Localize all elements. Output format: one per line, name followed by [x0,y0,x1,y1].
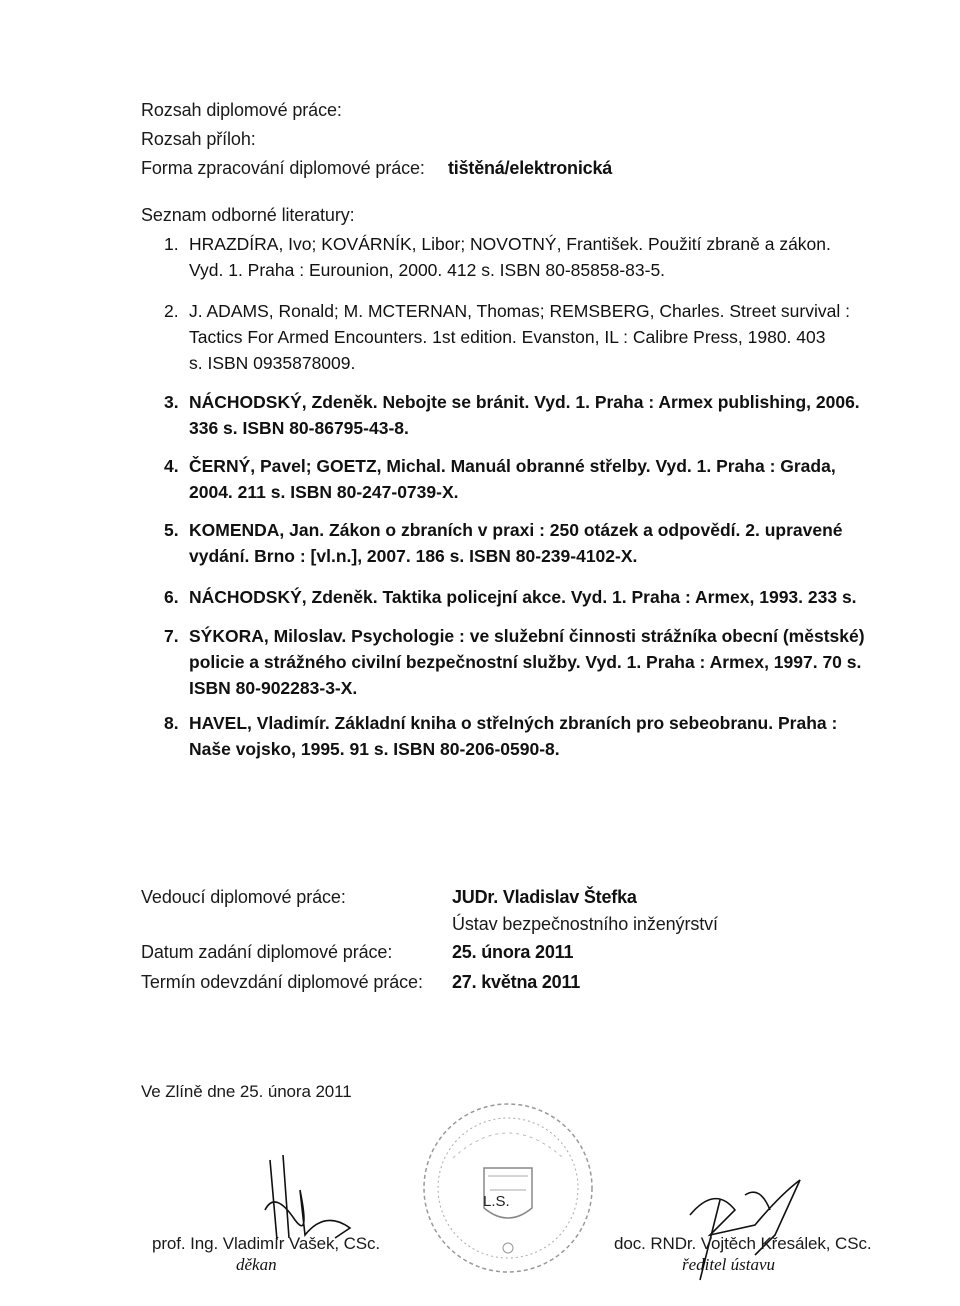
reference-line: ČERNÝ, Pavel; GOETZ, Michal. Manuál obranné střelby. Vyd. 1. Praha : Grada, [189,456,836,476]
reference-number: 3. [164,392,179,412]
reference-line: 2004. 211 s. ISBN 80-247-0739-X. [189,482,459,502]
reference-line: policie a strážného civilní bezpečnostní služby. Vyd. 1. Praha : Armex, 1997. 70 s. [189,652,862,672]
reference-line: NÁCHODSKÝ, Zdeněk. Nebojte se bránit. Vyd. 1. Praha : Armex publishing, 2006. [189,392,860,412]
supervisor-label: Vedoucí diplomové práce: [141,887,346,907]
form-value: tištěná/elektronická [448,158,613,178]
dean-title: děkan [236,1255,277,1274]
assignment-date-label: Datum zadání diplomové práce: [141,942,393,962]
deadline-label: Termín odevzdání diplomové práce: [141,972,423,992]
reference-number: 8. [164,713,179,733]
scope-label: Rozsah diplomové práce: [141,100,342,120]
reference-line: Tactics For Armed Encounters. 1st edition. Evanston, IL : Calibre Press, 1980. 403 [189,327,826,347]
literature-label: Seznam odborné literatury: [141,205,355,225]
reference-line: 336 s. ISBN 80-86795-43-8. [189,418,409,438]
dean-signature-icon [255,1150,365,1245]
director-title: ředitel ústavu [682,1255,776,1274]
director-name: doc. RNDr. Vojtěch Křesálek, CSc. [614,1234,872,1253]
reference-line: J. ADAMS, Ronald; M. MCTERNAN, Thomas; REMSBERG, Charles. Street survival : [189,301,850,321]
reference-line: s. ISBN 0935878009. [189,353,356,373]
stamp-ls-text: L.S. [483,1193,510,1210]
reference-line: Naše vojsko, 1995. 91 s. ISBN 80-206-0590-8. [189,739,560,759]
form-label: Forma zpracování diplomové práce: [141,158,425,178]
supervisor-institute: Ústav bezpečnostního inženýrství [452,914,718,934]
reference-line: NÁCHODSKÝ, Zdeněk. Taktika policejní akce. Vyd. 1. Praha : Armex, 1993. 233 s. [189,587,857,607]
assignment-date-value: 25. února 2011 [452,942,574,962]
supervisor-name: JUDr. Vladislav Štefka [452,887,637,907]
reference-number: 2. [164,301,179,321]
reference-number: 7. [164,626,179,646]
reference-number: 6. [164,587,179,607]
reference-line: KOMENDA, Jan. Zákon o zbraních v praxi : 250 otázek a odpovědí. 2. upravené [189,520,843,540]
reference-line: vydání. Brno : [vl.n.], 2007. 186 s. ISBN 80-239-4102-X. [189,546,638,566]
reference-number: 5. [164,520,179,540]
official-stamp-icon [418,1098,598,1278]
attachments-label: Rozsah příloh: [141,129,256,149]
reference-number: 4. [164,456,179,476]
reference-line: Vyd. 1. Praha : Eurounion, 2000. 412 s. ISBN 80-85858-83-5. [189,260,666,280]
deadline-value: 27. května 2011 [452,972,581,992]
reference-line: SÝKORA, Miloslav. Psychologie : ve služební činnosti strážníka obecní (městské) [189,626,865,646]
reference-line: HAVEL, Vladimír. Základní kniha o střelných zbraních pro sebeobranu. Praha : [189,713,838,733]
place-date: Ve Zlíně dne 25. února 2011 [141,1082,352,1101]
reference-line: HRAZDÍRA, Ivo; KOVÁRNÍK, Libor; NOVOTNÝ, František. Použití zbraně a zákon. [189,234,831,254]
reference-line: ISBN 80-902283-3-X. [189,678,358,698]
dean-name: prof. Ing. Vladimír Vašek, CSc. [152,1234,381,1253]
reference-number: 1. [164,234,179,254]
